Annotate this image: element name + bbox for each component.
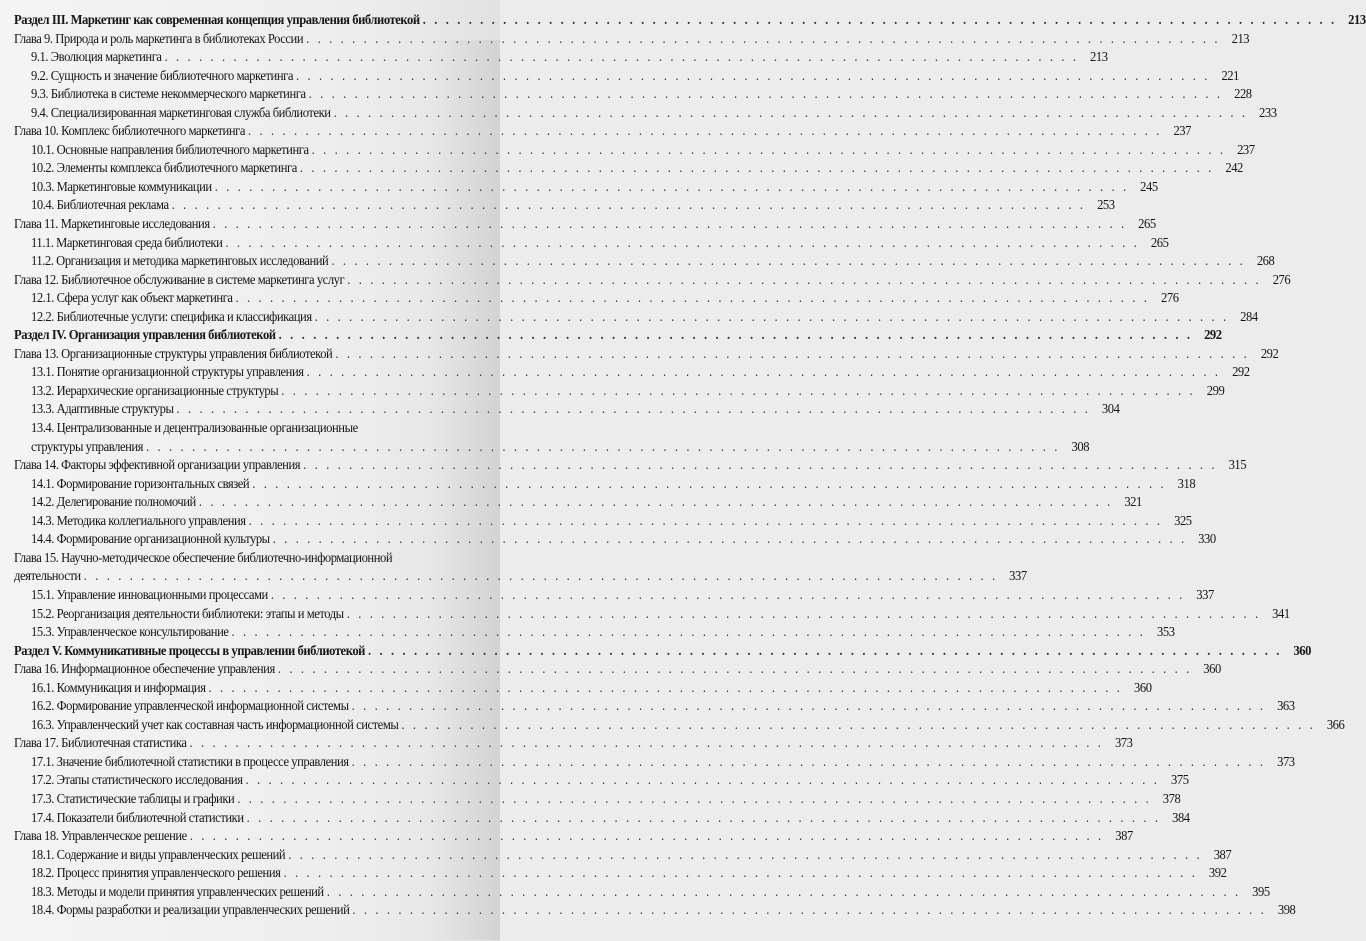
toc-entry-title: 9.1. Эволюция маркетинга <box>31 49 162 65</box>
toc-section-entry <box>14 697 1295 717</box>
toc-page-number: 363 <box>1277 698 1295 714</box>
dot-leader <box>423 10 1337 30</box>
dot-leader <box>146 437 1060 457</box>
table-of-contents <box>14 11 1366 920</box>
toc-page-number: 360 <box>1134 680 1152 696</box>
toc-page-number: 308 <box>1071 439 1090 454</box>
dot-leader <box>232 622 1146 642</box>
toc-entry-title: 13.4. Централизованные и децентрализованные организационные <box>31 420 358 436</box>
toc-entry-title: 17.2. Этапы статистического исследования <box>31 772 243 788</box>
toc-part-entry <box>14 641 1311 661</box>
toc-chapter-entry <box>14 270 1291 290</box>
toc-chapter-entry <box>14 344 1279 364</box>
toc-page-number: 276 <box>1161 290 1179 306</box>
dot-leader <box>309 85 1223 105</box>
toc-section-entry <box>14 511 1192 531</box>
toc-page-number: 373 <box>1277 754 1295 770</box>
toc-part-entry <box>14 10 1366 30</box>
toc-entry-title: 18.4. Формы разработки и реализации управленческих решений <box>31 902 350 918</box>
toc-page-number: 387 <box>1115 828 1133 844</box>
toc-page-number: 353 <box>1157 624 1175 640</box>
toc-entry-title: Глава 12. Библиотечное обслуживание в системе маркетинга услуг <box>14 272 345 288</box>
toc-entry-title: Глава 10. Комплекс библиотечного маркетинга <box>14 123 245 139</box>
toc-page-number: 378 <box>1162 791 1181 807</box>
toc-entry-title: Глава 14. Факторы эффективной организации управления <box>14 457 301 473</box>
toc-section-entry <box>14 159 1243 179</box>
toc-page-number: 375 <box>1171 772 1189 788</box>
toc-section-entry <box>14 474 1196 494</box>
toc-part-entry <box>14 326 1222 346</box>
toc-entry-title: 14.4. Формирование организационной культуры <box>31 531 270 547</box>
toc-entry-title: 18.1. Содержание и виды управленческих решений <box>31 847 286 863</box>
dot-leader <box>249 511 1163 531</box>
dot-leader <box>335 344 1249 364</box>
toc-section-entry <box>14 864 1227 884</box>
toc-page-number: 292 <box>1204 327 1222 343</box>
toc-page-number: 276 <box>1272 272 1291 288</box>
toc-page-number: 228 <box>1234 86 1252 102</box>
toc-section-entry <box>14 48 1108 68</box>
dot-leader <box>215 177 1129 197</box>
toc-section-entry <box>14 808 1190 828</box>
dot-leader <box>246 771 1160 791</box>
dot-leader <box>273 530 1187 550</box>
toc-page-number: 360 <box>1203 661 1221 677</box>
toc-page-number: 213 <box>1231 31 1250 46</box>
dot-leader <box>248 122 1162 142</box>
toc-section-entry <box>14 585 1214 605</box>
toc-chapter-entry <box>14 660 1221 680</box>
toc-section-entry <box>14 140 1255 160</box>
dot-leader <box>300 159 1214 179</box>
toc-entry-title: Глава 16. Информационное обеспечение управления <box>14 661 275 677</box>
toc-page-number: 398 <box>1277 902 1296 918</box>
toc-entry-title: Глава 18. Управленческое решение <box>14 828 187 844</box>
toc-section-entry <box>14 604 1290 624</box>
dot-leader <box>315 307 1229 327</box>
toc-page-number: 299 <box>1206 383 1225 399</box>
toc-page-number: 292 <box>1260 346 1279 362</box>
toc-entry-title: 11.2. Организация и методика маркетинговых исследований <box>31 253 329 269</box>
toc-entry-continuation <box>14 567 1027 587</box>
toc-page-number: 265 <box>1138 216 1156 232</box>
toc-entry-title: 12.1. Сфера услуг как объект маркетинга <box>31 290 233 306</box>
toc-entry-title: 18.3. Методы и модели принятия управленческих решений <box>31 884 324 900</box>
toc-section-entry <box>14 715 1345 735</box>
dot-leader <box>347 604 1261 624</box>
toc-page-number: 213 <box>1090 49 1108 65</box>
dot-leader <box>237 789 1151 809</box>
toc-entry-title: Раздел V. Коммуникативные процессы в управлении библиотекой <box>14 643 365 658</box>
toc-section-entry <box>14 530 1216 550</box>
toc-entry-title: 17.1. Значение библиотечной статистики в процессе управления <box>31 754 349 770</box>
toc-section-entry <box>14 177 1158 197</box>
dot-leader <box>303 456 1217 476</box>
dot-leader <box>307 363 1221 383</box>
toc-chapter-entry <box>14 548 434 568</box>
toc-entry-title: 10.2. Элементы комплекса библиотечного маркетинга <box>31 160 297 176</box>
dot-leader <box>247 808 1161 828</box>
toc-page-number: 237 <box>1237 142 1255 158</box>
dot-leader <box>271 585 1185 605</box>
dot-leader <box>199 493 1113 513</box>
toc-chapter-entry <box>14 734 1133 754</box>
toc-entry-title: 14.3. Методика коллегиального управления <box>31 513 246 529</box>
toc-section-entry <box>14 66 1239 86</box>
toc-page-number: 268 <box>1256 253 1275 269</box>
dot-leader <box>352 697 1266 717</box>
toc-entry-title: 10.4. Библиотечная реклама <box>31 198 169 213</box>
toc-page-number: 330 <box>1198 531 1216 547</box>
dot-leader <box>331 252 1245 272</box>
dot-leader <box>306 29 1220 49</box>
dot-leader <box>283 864 1197 884</box>
toc-page-number: 242 <box>1225 160 1243 176</box>
toc-entry-title: структуры управления <box>31 439 144 454</box>
toc-section-entry <box>14 678 1152 698</box>
toc-entry-title: 12.2. Библиотечные услуги: специфика и классификация <box>31 309 312 325</box>
toc-page-number: 325 <box>1174 513 1192 529</box>
toc-entry-title: 13.3. Адаптивные структуры <box>31 402 174 417</box>
dot-leader <box>281 381 1195 401</box>
toc-entry-title: Глава 17. Библиотечная статистика <box>14 735 187 751</box>
dot-leader <box>278 660 1192 680</box>
toc-page-number: 292 <box>1232 364 1250 380</box>
dot-leader <box>352 752 1266 772</box>
dot-leader <box>347 270 1261 290</box>
toc-page-number: 384 <box>1172 810 1190 825</box>
dot-leader <box>327 882 1241 902</box>
dot-leader <box>288 845 1202 865</box>
toc-entry-title: деятельности <box>14 568 81 584</box>
toc-page-number: 341 <box>1272 606 1290 621</box>
toc-entry-title: Глава 15. Научно-методическое обеспечение библиотечно-информационной <box>14 550 393 566</box>
toc-entry-title: 13.2. Иерархические организационные структуры <box>31 383 279 399</box>
toc-section-entry <box>14 789 1181 809</box>
toc-page-number: 284 <box>1240 309 1258 325</box>
toc-page-number: 318 <box>1177 476 1196 492</box>
toc-entry-title: Глава 13. Организационные структуры управления библиотекой <box>14 346 333 362</box>
dot-leader <box>209 678 1123 698</box>
toc-section-entry <box>14 493 1142 513</box>
toc-page-number: 237 <box>1173 123 1191 139</box>
toc-section-entry <box>14 622 1175 642</box>
toc-section-entry <box>14 381 1225 401</box>
dot-leader <box>236 289 1150 309</box>
toc-entry-title: 9.3. Библиотека в системе некоммерческого маркетинга <box>31 86 306 102</box>
toc-entry-title: 17.3. Статистические таблицы и графики <box>31 791 235 807</box>
toc-section-entry <box>14 882 1270 902</box>
toc-chapter-entry <box>14 456 1247 476</box>
toc-entry-title: 9.4. Специализированная маркетинговая служба библиотеки <box>31 105 331 121</box>
toc-entry-title: Глава 9. Природа и роль маркетинга в библиотеках России <box>14 31 304 46</box>
dot-leader <box>189 734 1103 754</box>
toc-page-number: 337 <box>1196 587 1214 603</box>
toc-section-entry <box>14 418 434 438</box>
toc-section-entry <box>14 752 1295 772</box>
dot-leader <box>213 214 1127 234</box>
toc-page-number: 221 <box>1221 68 1239 84</box>
toc-entry-title: 16.1. Коммуникация и информация <box>31 680 206 696</box>
dot-leader <box>225 233 1139 253</box>
toc-page-number: 233 <box>1259 105 1277 121</box>
toc-section-entry <box>14 363 1250 383</box>
toc-section-entry <box>14 771 1189 791</box>
toc-section-entry <box>14 233 1169 253</box>
toc-page-number: 304 <box>1101 402 1120 417</box>
toc-page-number: 253 <box>1097 198 1115 213</box>
toc-entry-title: 11.1. Маркетинговая среда библиотеки <box>31 235 223 250</box>
toc-section-entry <box>14 400 1120 420</box>
toc-entry-continuation <box>14 437 1090 457</box>
dot-leader <box>312 140 1226 160</box>
dot-leader <box>84 567 998 587</box>
toc-entry-title: 10.1. Основные направления библиотечного маркетинга <box>31 142 309 158</box>
toc-chapter-entry <box>14 122 1191 142</box>
toc-page-number: 321 <box>1124 494 1142 510</box>
dot-leader <box>279 326 1193 346</box>
toc-entry-title: Раздел III. Маркетинг как современная концепция управления библиотекой <box>14 12 420 28</box>
toc-page-number: 387 <box>1213 847 1232 863</box>
dot-leader <box>190 827 1104 847</box>
toc-section-entry <box>14 252 1275 272</box>
toc-page-number: 392 <box>1208 865 1227 881</box>
dot-leader <box>176 400 1090 420</box>
toc-entry-title: 10.3. Маркетинговые коммуникации <box>31 179 212 195</box>
toc-section-entry <box>14 845 1232 865</box>
toc-page-number: 315 <box>1228 457 1247 473</box>
toc-entry-title: 9.2. Сущность и значение библиотечного маркетинга <box>31 68 293 84</box>
dot-leader <box>296 66 1210 86</box>
toc-page-number: 245 <box>1140 179 1158 195</box>
toc-chapter-entry <box>14 214 1156 234</box>
toc-page-number: 213 <box>1348 12 1366 28</box>
dot-leader <box>352 901 1266 921</box>
toc-entry-title: 14.1. Формирование горизонтальных связей <box>31 476 250 492</box>
toc-entry-title: 16.2. Формирование управленческой информационной системы <box>31 698 349 714</box>
toc-entry-title: 15.3. Управленческое консультирование <box>31 624 229 640</box>
dot-leader <box>368 641 1282 661</box>
toc-section-entry <box>14 307 1258 327</box>
dot-leader <box>401 715 1315 735</box>
toc-section-entry <box>14 289 1179 309</box>
toc-section-entry <box>14 85 1252 105</box>
toc-entry-title: 18.2. Процесс принятия управленческого решения <box>31 865 281 881</box>
toc-page-number: 395 <box>1252 884 1270 900</box>
toc-entry-title: 15.2. Реорганизация деятельности библиотеки: этапы и методы <box>31 606 344 621</box>
toc-entry-title: 15.1. Управление инновационными процессами <box>31 587 268 603</box>
toc-entry-title: 16.3. Управленческий учет как составная часть информационной системы <box>31 717 399 733</box>
toc-chapter-entry <box>14 29 1250 49</box>
toc-entry-title: Глава 11. Маркетинговые исследования <box>14 216 210 232</box>
toc-entry-title: 13.1. Понятие организационной структуры управления <box>31 364 304 380</box>
toc-page-number: 366 <box>1326 717 1345 733</box>
dot-leader <box>334 103 1248 123</box>
toc-page-number: 337 <box>1009 568 1027 584</box>
toc-entry-title: Раздел IV. Организация управления библиотекой <box>14 327 276 343</box>
toc-page-number: 360 <box>1293 643 1311 658</box>
dot-leader <box>252 474 1166 494</box>
toc-section-entry <box>14 103 1277 123</box>
toc-chapter-entry <box>14 827 1133 847</box>
toc-section-entry <box>14 196 1115 216</box>
dot-leader <box>165 48 1079 68</box>
toc-section-entry <box>14 901 1296 921</box>
toc-page-number: 265 <box>1150 235 1169 250</box>
toc-entry-title: 14.2. Делегирование полномочий <box>31 494 196 510</box>
dot-leader <box>172 196 1086 216</box>
toc-entry-title: 17.4. Показатели библиотечной статистики <box>31 810 244 825</box>
toc-page-number: 373 <box>1114 735 1133 751</box>
